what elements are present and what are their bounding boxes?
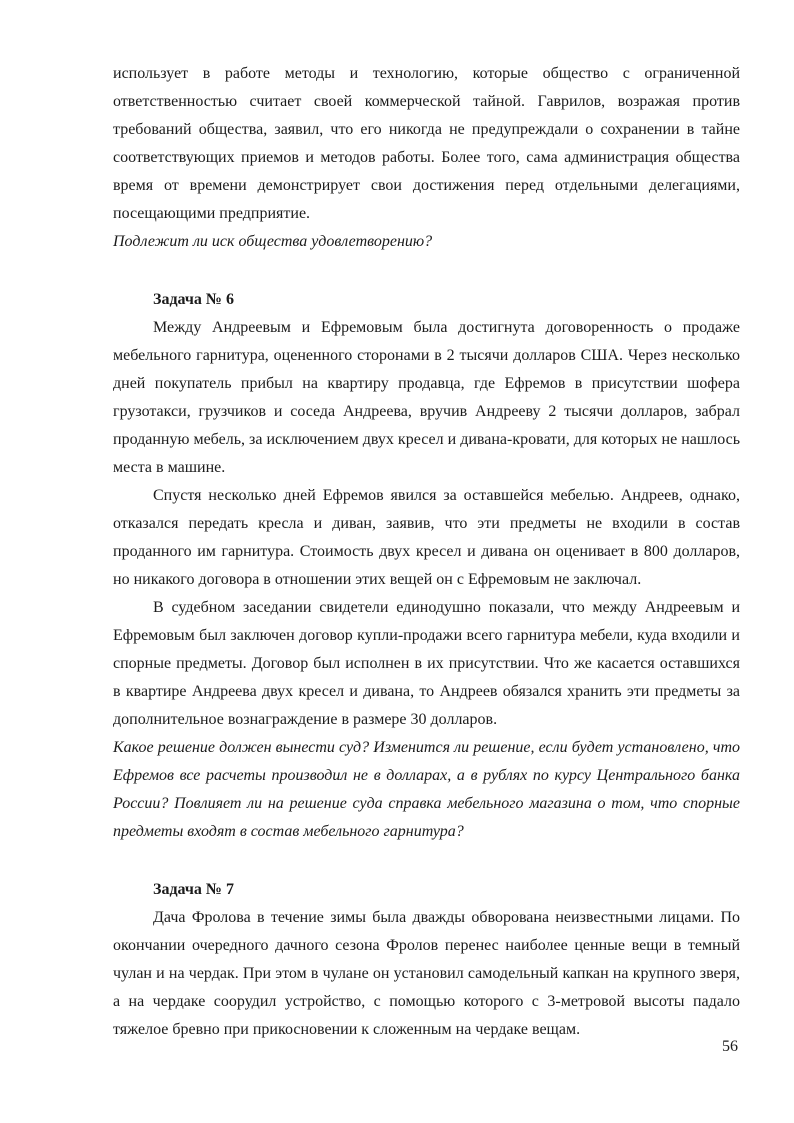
task7-paragraph-1: Дача Фролова в течение зимы была дважды обворована неизвестными лицами. По окончании очередного дачного сезона Фролов перенес наиболее ценные вещи в темный чулан и на чердак. При этом в чулане он установил самодельный капкан на крупного зверя, а на чердаке соорудил устройство, с помощью которого с 3-метровой высоты падало тяжелое бревно при прикосновении к сложенным на чердаке вещам. (113, 909, 740, 1038)
page-number: 56 (722, 1038, 738, 1055)
task6-heading: Задача № 6 (153, 291, 234, 308)
task7-heading: Задача № 7 (153, 881, 234, 898)
task6-paragraph-3: В судебном заседании свидетели единодушно показали, что между Андреевым и Ефремовым был заключен договор купли-продажи всего гарнитура мебели, куда входили и спорные предметы. Договор был исполнен в их присутствии. Что же касается оставшихся в квартире Андреева двух кресел и дивана, то Андреев обязался хранить эти предметы за дополнительное вознаграждение в размере 30 долларов. (113, 599, 740, 728)
task6-paragraph-2: Спустя несколько дней Ефремов явился за оставшейся мебелью. Андреев, однако, отказался передать кресла и диван, заявив, что эти предметы не входили в состав проданного им гарнитура. Стоимость двух кресел и дивана он оценивает в 800 долларов, но никакого договора в отношении этих вещей он с Ефремовым не заключал. (113, 487, 740, 588)
intro-paragraph: использует в работе методы и технологию, которые общество с ограниченной ответственностью считает своей коммерческой тайной. Гаврилов, возражая против требований общества, заявил, что его никогда не предупреждали о сохранении в тайне соответствующих приемов и методов работы. Более того, сама администрация общества время от времени демонстрирует свои достижения перед отдельными делегациями, посещающими предприятие. (113, 65, 740, 222)
intro-question: Подлежит ли иск общества удовлетворению? (113, 233, 433, 250)
task6-paragraph-1: Между Андреевым и Ефремовым была достигнута договоренность о продаже мебельного гарнитура, оцененного сторонами в 2 тысячи долларов США. Через несколько дней покупатель прибыл на квартиру продавца, где Ефремов в присутствии шофера грузотакси, грузчиков и соседа Андреева, вручив Андрееву 2 тысячи долларов, забрал проданную мебель, за исключением двух кресел и дивана-кровати, для которых не нашлось места в машине. (113, 319, 740, 476)
task6-question: Какое решение должен вынести суд? Изменится ли решение, если будет установлено, что Ефремов все расчеты производил не в долларах, а в рублях по курсу Центрального банка России? Повлияет ли на решение суда справка мебельного магазина о том, что спорные предметы входят в состав мебельного гарнитура? (113, 739, 740, 840)
